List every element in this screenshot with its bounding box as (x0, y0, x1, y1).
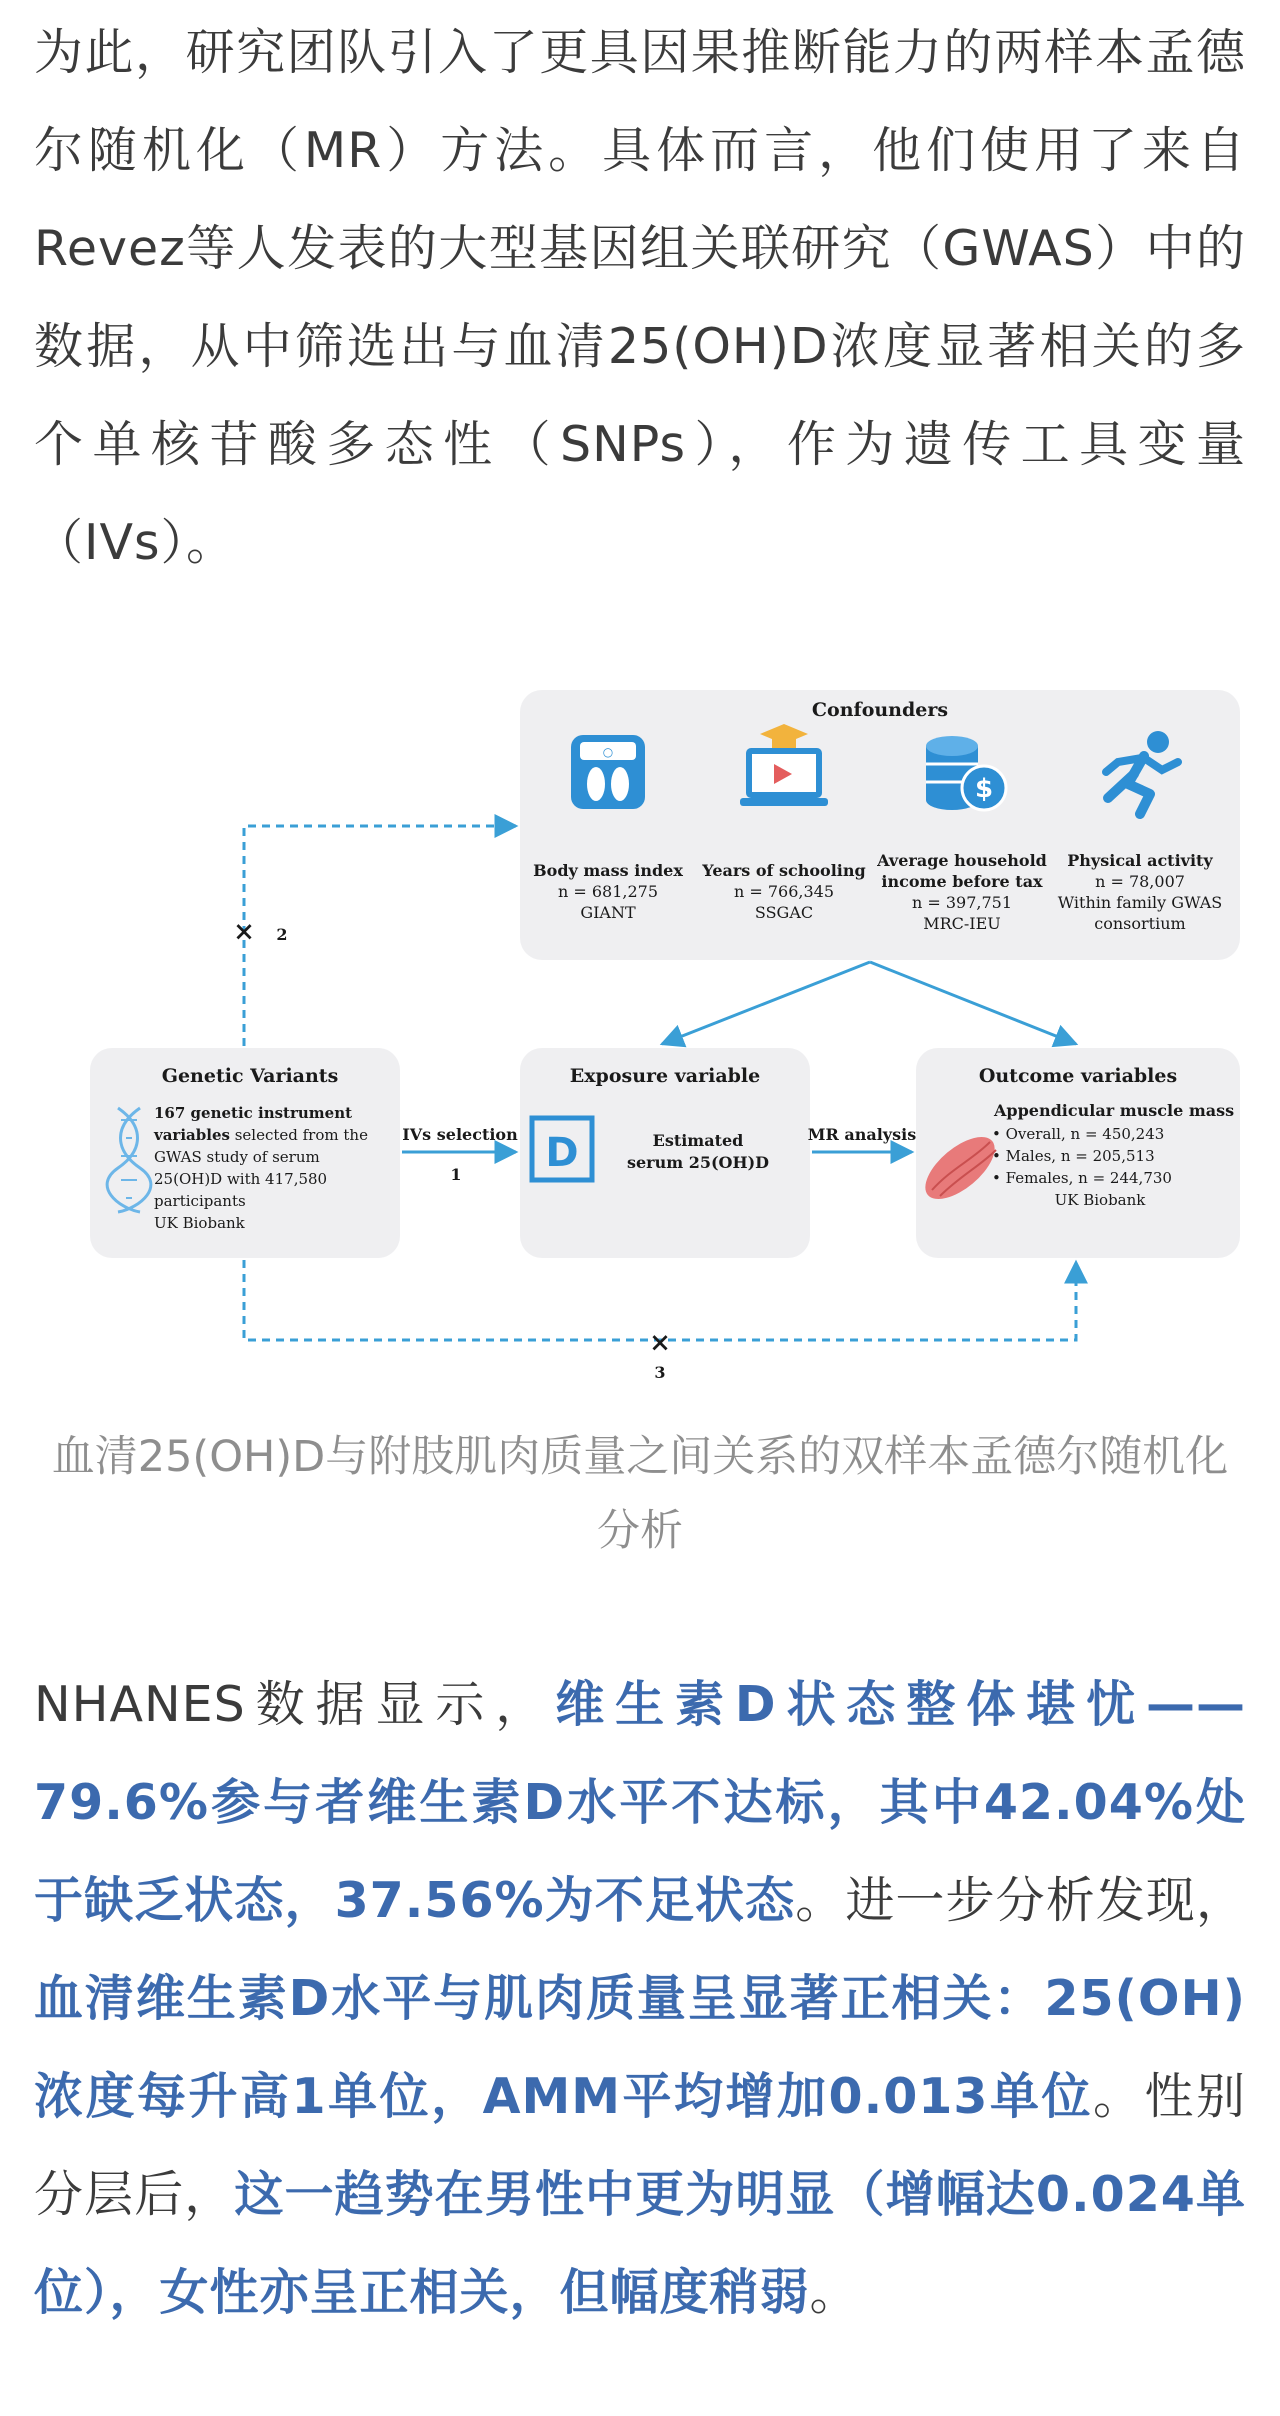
svg-text:consortium: consortium (1094, 914, 1186, 933)
svg-text:○: ○ (602, 745, 614, 759)
svg-text:Body mass index: Body mass index (533, 861, 683, 880)
svg-text:D: D (545, 1130, 579, 1176)
findings-highlight-2: 血清维生素D水平与肌肉质量呈显著正相关：25(OH)浓度每升高1单位，AMM平均增加0.013单位 (34, 1970, 1246, 2125)
svg-text:25(OH)D with 417,580: 25(OH)D with 417,580 (154, 1170, 328, 1188)
findings-text-1: NHANES数据显示， (34, 1676, 556, 1733)
svg-text:167 genetic instrument: 167 genetic instrument (154, 1104, 353, 1122)
svg-text:• Overall, n = 450,243: • Overall, n = 450,243 (992, 1125, 1165, 1143)
svg-text:Years of schooling: Years of schooling (702, 861, 866, 880)
findings-text-3: 。性别分层后， (34, 2068, 1246, 2223)
findings-highlight-3: 这一趋势在男性中更为明显（增幅达0.024单位），女性亦呈正相关，但幅度稍弱 (34, 2166, 1246, 2321)
findings-highlight-1: 维生素D状态整体堪忧——79.6%参与者维生素D水平不达标，其中42.04%处于缺乏状态，37.56%为不足状态 (34, 1676, 1246, 1929)
path3-number: 3 (654, 1363, 666, 1382)
svg-text:n = 78,007: n = 78,007 (1095, 872, 1185, 891)
svg-text:income before tax: income before tax (881, 872, 1043, 891)
mr-analysis-label: MR analysis (807, 1125, 917, 1144)
scale-icon (571, 735, 645, 809)
arrow-confounders-exposure (662, 962, 870, 1044)
svg-text:participants: participants (154, 1192, 246, 1210)
svg-text:Within family GWAS: Within family GWAS (1057, 893, 1223, 912)
path2-number: 2 (276, 925, 288, 944)
ivs-selection-number: 1 (450, 1165, 462, 1184)
findings-text-4: 。 (809, 2264, 860, 2321)
intro-paragraph: 为此，研究团队引入了更具因果推断能力的两样本孟德尔随机化（MR）方法。具体而言，他们使用了来自Revez等人发表的大型基因组关联研究（GWAS）中的数据，从中筛选出与血清25(OH)D浓度显著相关的多个单核苷酸多态性（SNPs），作为遗传工具变量（IVs）。 (34, 24, 1246, 571)
svg-text:GWAS study of serum: GWAS study of serum (154, 1148, 320, 1166)
svg-text:n = 397,751: n = 397,751 (911, 893, 1013, 912)
path3-cross: × (649, 1328, 671, 1358)
ivs-selection-label: IVs selection (402, 1125, 518, 1144)
svg-text:variables selected from the: variables selected from the (154, 1126, 368, 1144)
exposure-variable-title: Exposure variable (569, 1065, 761, 1087)
findings-paragraph (34, 1656, 1246, 2342)
svg-text:• Males, n = 205,513: • Males, n = 205,513 (992, 1147, 1155, 1165)
svg-text:SSGAC: SSGAC (754, 903, 814, 922)
svg-text:• Females, n = 244,730: • Females, n = 244,730 (992, 1169, 1172, 1187)
outcome-variables-title: Outcome variables (978, 1065, 1178, 1087)
svg-text:GIANT: GIANT (580, 903, 636, 922)
svg-text:Physical activity: Physical activity (1067, 851, 1213, 870)
svg-text:MRC-IEU: MRC-IEU (923, 914, 1001, 933)
findings-text-2: 。进一步分析发现， (795, 1872, 1246, 1929)
figure-caption: 血清25(OH)D与附肢肌肉质量之间关系的双样本孟德尔随机化分析 (51, 1432, 1229, 1556)
exposure-line2: serum 25(OH)D (626, 1153, 770, 1172)
svg-text:Average household: Average household (877, 851, 1047, 870)
svg-text:n = 766,345: n = 766,345 (733, 882, 835, 901)
outcome-heading: Appendicular muscle mass (994, 1101, 1235, 1120)
confounders-title: Confounders (811, 699, 949, 721)
exposure-line1: Estimated (652, 1131, 744, 1150)
path2-cross: × (233, 917, 255, 947)
svg-text:n = 681,275: n = 681,275 (557, 882, 659, 901)
svg-text:UK Biobank: UK Biobank (1054, 1191, 1146, 1209)
mr-study-diagram (90, 690, 1240, 1410)
svg-text:UK Biobank: UK Biobank (154, 1214, 245, 1232)
svg-text:$: $ (974, 774, 994, 804)
genetic-variants-title: Genetic Variants (161, 1065, 339, 1087)
arrow-confounders-outcome (870, 962, 1076, 1044)
